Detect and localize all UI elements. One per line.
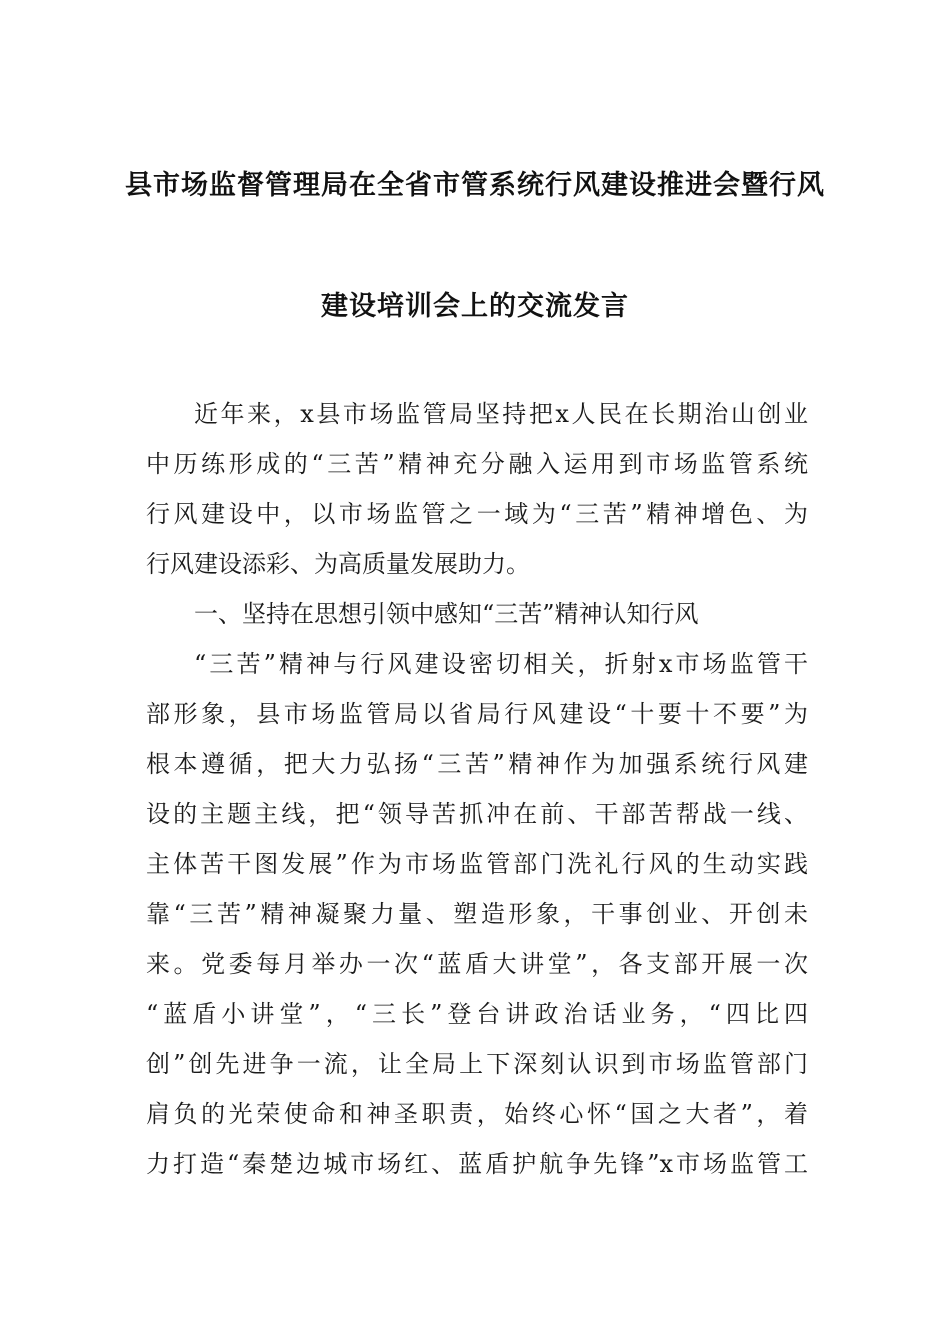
paragraph-1-line-3: 行风建设中，以市场监管之一域为“三苦”精神增色、为 bbox=[146, 500, 808, 528]
paragraph-2-line-9: 创”创先进争一流，让全局上下深刻认识到市场监管部门 bbox=[146, 1050, 808, 1078]
paragraph-2-line-6: 靠“三苦”精神凝聚力量、塑造形象，干事创业、开创未 bbox=[146, 900, 808, 928]
paragraph-1-line-1: 近年来，x县市场监管局坚持把x人民在长期治山创业 bbox=[194, 400, 808, 428]
paragraph-2-line-7: 来。党委每月举办一次“蓝盾大讲堂”，各支部开展一次 bbox=[146, 950, 808, 978]
paragraph-1-line-4: 行风建设添彩、为高质量发展助力。 bbox=[146, 550, 530, 578]
paragraph-2-line-11: 力打造“秦楚边城市场红、蓝盾护航争先锋”x市场监管工 bbox=[146, 1150, 808, 1178]
section-heading-1: 一、坚持在思想引领中感知“三苦”精神认知行风 bbox=[194, 600, 699, 628]
paragraph-2-line-1: “三苦”精神与行风建设密切相关，折射x市场监管干 bbox=[194, 650, 808, 678]
document-title-line-2: 建设培训会上的交流发言 bbox=[321, 291, 629, 322]
paragraph-2-line-3: 根本遵循，把大力弘扬“三苦”精神作为加强系统行风建 bbox=[146, 750, 808, 778]
paragraph-1-line-2: 中历练形成的“三苦”精神充分融入运用到市场监管系统 bbox=[146, 450, 808, 478]
document-title-line-1: 县市场监督管理局在全省市管系统行风建设推进会暨行风 bbox=[125, 170, 825, 201]
paragraph-2-line-5: 主体苦干图发展”作为市场监管部门洗礼行风的生动实践 bbox=[146, 850, 808, 878]
paragraph-2-line-4: 设的主题主线，把“领导苦抓冲在前、干部苦帮战一线、 bbox=[146, 800, 808, 828]
paragraph-2-line-10: 肩负的光荣使命和神圣职责，始终心怀“国之大者”，着 bbox=[146, 1100, 808, 1128]
paragraph-2-line-8: “蓝盾小讲堂”，“三长”登台讲政治话业务，“四比四 bbox=[146, 1000, 808, 1028]
paragraph-2-line-2: 部形象，县市场监管局以省局行风建设“十要十不要”为 bbox=[146, 700, 808, 728]
